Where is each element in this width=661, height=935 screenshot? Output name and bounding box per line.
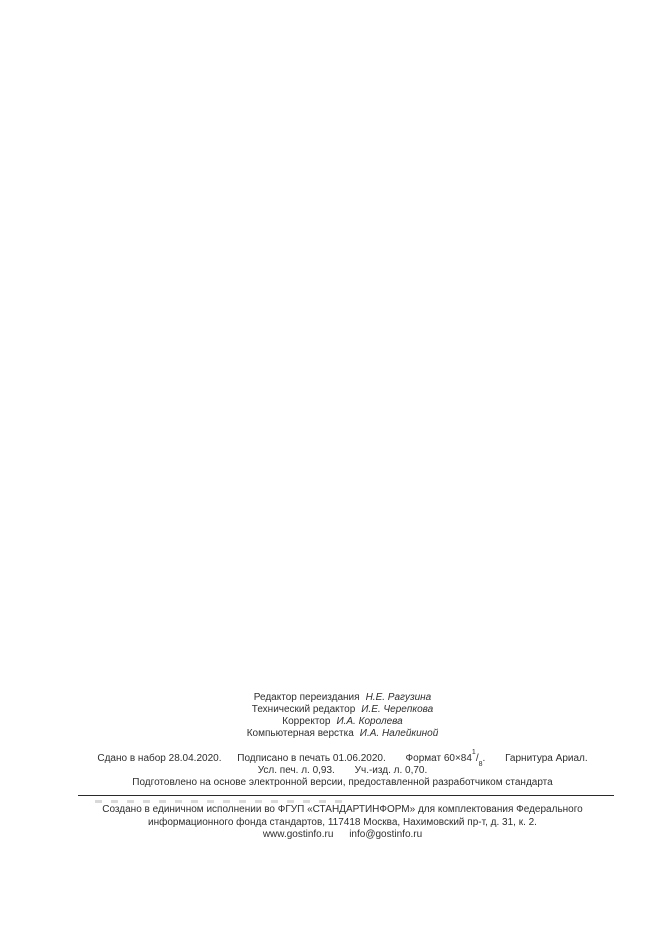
typeface-info: Гарнитура Ариал. bbox=[505, 753, 588, 764]
prepared-note: Подготовлено на основе электронной версии, предоставленной разработчиком стандарта bbox=[132, 777, 553, 788]
editor-line bbox=[70, 716, 615, 728]
conventional-sheets: Усл. печ. л. 0,93. bbox=[257, 765, 335, 776]
editor-role: Редактор переиздания bbox=[253, 692, 360, 703]
editor-name: И.А. Королева bbox=[336, 716, 403, 727]
imprint-line-1 bbox=[70, 748, 615, 768]
publisher-block bbox=[70, 804, 615, 842]
editor-role: Компьютерная верстка bbox=[246, 728, 354, 739]
typeset-date: Сдано в набор 28.04.2020. bbox=[97, 753, 222, 764]
format-info: Формат $60\times 84^1/_8$. bbox=[405, 748, 486, 768]
imprint-block bbox=[70, 748, 615, 789]
imprint-line-2 bbox=[70, 765, 615, 777]
print-artifact bbox=[95, 800, 350, 803]
publisher-line: Создано в единичном исполнении во ФГУП «СТАНДАРТИНФОРМ» для комплектования Федерального bbox=[102, 804, 583, 815]
editor-line bbox=[70, 704, 615, 716]
divider-rule bbox=[78, 795, 614, 796]
website-text: www.gostinfo.ru bbox=[262, 829, 334, 840]
publisher-address: информационного фонда стандартов, 117418 Москва, Нахимовский пр-т, д. 31, к. 2. bbox=[148, 816, 537, 828]
editor-name: И.А. Налейкиной bbox=[359, 728, 439, 739]
editor-line bbox=[70, 692, 615, 704]
editor-name: Н.Е. Рагузина bbox=[365, 692, 432, 703]
email-text: info@gostinfo.ru bbox=[349, 829, 423, 840]
editor-role: Технический редактор bbox=[251, 704, 356, 715]
editor-role: Корректор bbox=[282, 716, 331, 727]
publisher-contacts bbox=[70, 829, 615, 842]
editor-name: И.Е. Черепкова bbox=[361, 704, 434, 715]
editor-line bbox=[70, 728, 615, 740]
format-fraction-denominator: 8 bbox=[478, 761, 483, 768]
print-date: Подписано в печать 01.06.2020. bbox=[237, 753, 386, 764]
published-sheets: Уч.-изд. л. 0,70. bbox=[354, 765, 428, 776]
editors-block bbox=[70, 692, 615, 740]
format-fraction-numerator: 1 bbox=[471, 748, 476, 756]
